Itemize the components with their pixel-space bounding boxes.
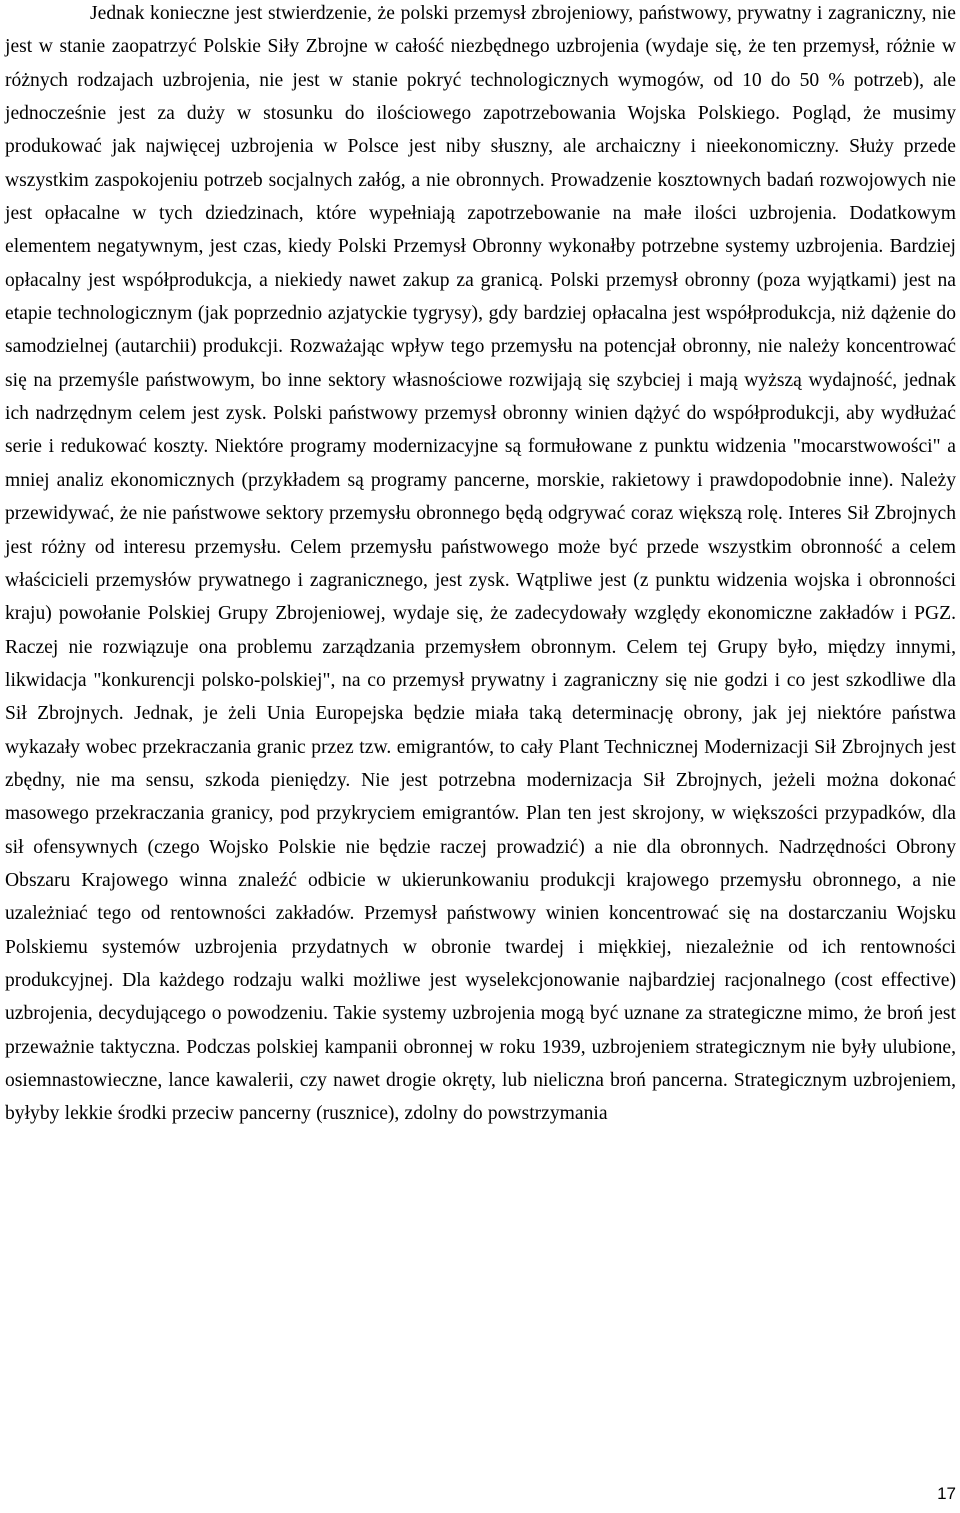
body-paragraph: Jednak konieczne jest stwierdzenie, że polski przemysł zbrojeniowy, państwowy, prywatny i zagraniczny, nie jest w stanie zaopatrzyć Polskie Siły Zbrojne w całość niezbędnego uzbrojenia (wydaje się, że ten przemysł, różnie w różnych rodzajach uzbrojenia, nie jest w stanie pokryć technologicznych wymogów, od 10 do 50 % potrzeb), ale jednocześnie jest za duży w stosunku do ilościowego zapotrzebowania Wojska Polskiego. Pogląd, że musimy produkować jak najwięcej uzbrojenia w Polsce jest niby słuszny, ale archaiczny i nieekonomiczny. Służy przede wszystkim zaspokojeniu potrzeb socjalnych załóg, a nie obronnych. Prowadzenie kosztownych badań rozwojowych nie jest opłacalne w tych dziedzinach, które wypełniają zapotrzebowanie na małe ilości uzbrojenia. Dodatkowym elementem negatywnym, jest czas, kiedy Polski Przemysł Obronny wykonałby potrzebne systemy uzbrojenia. Bardziej opłacalny jest współprodukcja, a niekiedy nawet zakup za granicą. Polski przemysł obronny (poza wyjątkami) jest na etapie technologicznym (jak poprzednio azjatyckie tygrysy), gdy bardziej opłacalna jest współprodukcja, niż dążenie do samodzielnej (autarchii) produkcji. Rozważając wpływ tego przemysłu na potencjał obronny, nie należy koncentrować się na przemyśle państwowym, bo inne sektory własnościowe rozwijają się szybciej i mają wyższą wydajność, jednak ich nadrzędnym celem jest zysk. Polski państwowy przemysł obronny winien dążyć do współprodukcji, aby wydłużać serie i redukować koszty. Niektóre programy modernizacyjne są formułowane z punktu widzenia "mocarstwowości" a mniej analiz ekonomicznych (przykładem są programy pancerne, morskie, rakietowy i prawdopodobnie inne). Należy przewidywać, że nie państwowe sektory przemysłu obronnego będą odgrywać coraz większą rolę. Interes Sił Zbrojnych jest różny od interesu przemysłu. Celem przemysłu państwowego może być przede wszystkim obronność a celem właścicieli przemysłów prywatnego i zagranicznego, jest zysk. Wątpliwe jest (z punktu widzenia wojska i obronności kraju) powołanie Polskiej Grupy Zbrojeniowej, wydaje się, że zadecydowały względy ekonomiczne zakładów i PGZ. Raczej nie rozwiązuje ona problemu zarządzania przemysłem obronnym. Celem tej Grupy było, między innymi, likwidacja "konkurencji polsko-polskiej", na co przemysł prywatny i zagraniczny się nie godzi i co jest szkodliwe dla Sił Zbrojnych. Jednak, je żeli Unia Europejska będzie miała taką determinację obrony, jak jej niektóre państwa wykazały wobec przekraczania granic przez tzw. emigrantów, to cały Plant Technicznej Modernizacji Sił Zbrojnych jest zbędny, nie ma sensu, szkoda pieniędzy. Nie jest potrzebna modernizacja Sił Zbrojnych, jeżeli można dokonać masowego przekraczania granicy, pod przykryciem emigrantów. Plan ten jest skrojony, w większości przypadków, dla sił ofensywnych (czego Wojsko Polskie nie będzie raczej prowadzić) a nie dla obronnych. Nadrzędności Obrony Obszaru Krajowego winna znaleźć odbicie w ukierunkowaniu produkcji krajowego przemysłu obronnego, a nie uzależniać tego od rentowności zakładów. Przemysł państwowy winien koncentrować się na dostarczaniu Wojsku Polskiemu systemów uzbrojenia przydatnych w obronie twardej i miękkiej, niezależnie od ich rentowności produkcyjnej. Dla każdego rodzaju walki możliwe jest wyselekcjonowanie najbardziej racjonalnego (cost effective) uzbrojenia, decydującego o powodzeniu. Takie systemy uzbrojenia mogą być uznane za strategiczne mimo, że broń jest przeważnie taktyczna. Podczas polskiej kampanii obronnej w roku 1939, uzbrojeniem strategicznym nie były ulubione, osiemnastowieczne, lance kawalerii, czy nawet drogie okręty, lub nieliczna broń pancerna. Strategicznym uzbrojeniem, byłyby lekkie środki przeciw pancerny (rusznice), zdolny do powstrzymania — [5, 3, 956, 1125]
page-number: 17 — [937, 1484, 956, 1503]
